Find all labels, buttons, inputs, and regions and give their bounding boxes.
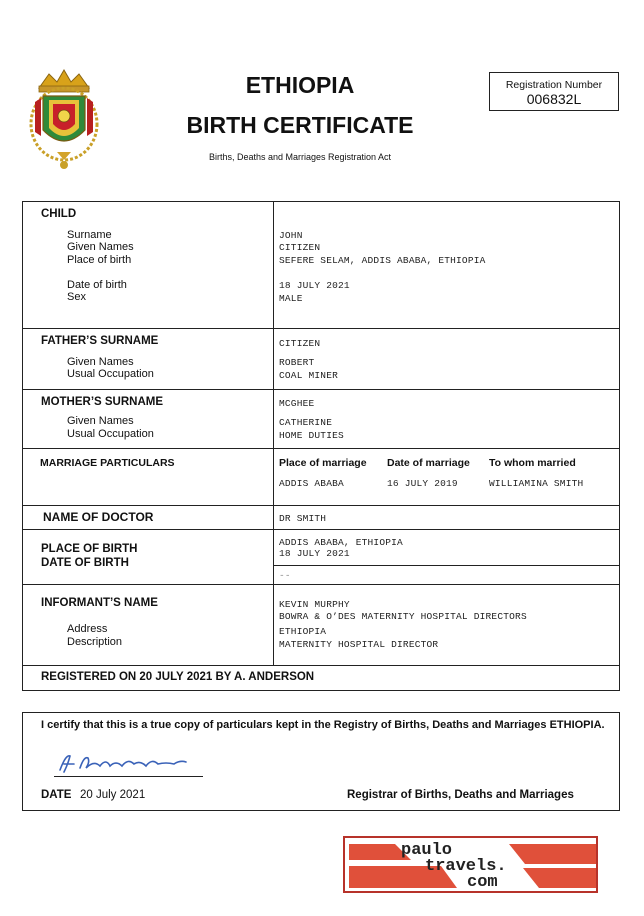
- logo-line-2: travels.: [425, 857, 507, 876]
- place-of-birth-value: ADDIS ABABA, ETHIOPIA: [279, 537, 403, 548]
- informant-section-label: INFORMANT’S NAME: [41, 597, 158, 609]
- logo-line-1: paulo: [401, 841, 453, 860]
- marriage-place-value: ADDIS ABABA: [279, 478, 344, 489]
- row-divider: [22, 584, 620, 585]
- father-occupation-label: Usual Occupation: [67, 368, 154, 380]
- child-date-of-birth-label: Date of birth: [67, 279, 127, 291]
- mother-section-label: MOTHER’S SURNAME: [41, 396, 164, 408]
- registration-act: Births, Deaths and Marriages Registration Act: [208, 152, 392, 162]
- row-divider: [22, 529, 620, 530]
- child-place-of-birth-value: SEFERE SELAM, ADDIS ABABA, ETHIOPIA: [279, 255, 486, 266]
- informant-name-value: KEVIN MURPHY: [279, 599, 350, 610]
- mother-occupation-label: Usual Occupation: [67, 428, 154, 440]
- marriage-whom-label: To whom married: [489, 457, 576, 469]
- informant-address-label: Address: [67, 623, 108, 635]
- marriage-date-value: 16 JULY 2019: [387, 478, 458, 489]
- mother-given-names-label: Given Names: [67, 415, 134, 427]
- coat-of-arms-emblem: [27, 66, 101, 174]
- father-surname-value: CITIZEN: [279, 338, 321, 349]
- child-sex-label: Sex: [67, 291, 86, 303]
- registered-statement: REGISTERED ON 20 JULY 2021 BY A. ANDERSON: [41, 671, 315, 683]
- row-divider: [22, 505, 620, 506]
- row-divider: [22, 389, 620, 390]
- date-of-birth-value: 18 JULY 2021: [279, 548, 350, 559]
- doctor-section-label: NAME OF DOCTOR: [43, 510, 154, 524]
- column-divider: [273, 201, 274, 666]
- row-divider: [273, 565, 620, 566]
- child-surname-value: JOHN: [279, 230, 303, 241]
- marriage-section-label: MARRIAGE PARTICULARS: [40, 457, 175, 469]
- place-of-birth-label: PLACE OF BIRTH: [41, 543, 138, 555]
- informant-address2-value: ETHIOPIA: [279, 626, 327, 637]
- registration-box: [489, 72, 619, 111]
- child-surname-label: Surname: [67, 229, 112, 241]
- child-place-of-birth-label: Place of birth: [67, 254, 132, 266]
- child-given-names-label: Given Names: [67, 241, 134, 253]
- father-section-label: FATHER’S SURNAME: [41, 335, 159, 347]
- registration-number: 006832L: [526, 91, 582, 107]
- row-divider: [22, 448, 620, 449]
- child-section-label: CHILD: [41, 208, 77, 220]
- doctor-value: DR SMITH: [279, 513, 327, 524]
- mother-surname-value: MCGHEE: [279, 398, 315, 409]
- father-occupation-value: COAL MINER: [279, 370, 339, 381]
- signature: [54, 748, 204, 778]
- date-value: 20 July 2021: [80, 789, 146, 801]
- paulo-travels-logo: [343, 836, 598, 893]
- country-title: ETHIOPIA: [245, 72, 355, 98]
- registrar-title: Registrar of Births, Deaths and Marriages: [347, 789, 574, 801]
- father-given-names-value: ROBERT: [279, 357, 315, 368]
- registration-label: Registration Number: [505, 79, 603, 91]
- marriage-whom-value: WILLIAMINA SMITH: [489, 478, 584, 489]
- child-sex-value: MALE: [279, 293, 303, 304]
- signature-icon: [54, 748, 204, 778]
- date-label: DATE: [41, 789, 72, 801]
- marriage-date-label: Date of marriage: [387, 457, 470, 469]
- document-title: BIRTH CERTIFICATE: [186, 112, 414, 138]
- father-given-names-label: Given Names: [67, 356, 134, 368]
- extra-value: --: [279, 570, 291, 581]
- child-given-names-value: CITIZEN: [279, 242, 321, 253]
- date-of-birth-label: DATE OF BIRTH: [41, 557, 129, 569]
- informant-description-label: Description: [67, 636, 123, 648]
- row-divider: [22, 665, 620, 666]
- certification-text: I certify that this is a true copy of particulars kept in the Registry of Births, Deaths and Marriages ETHIOPIA.: [41, 719, 605, 731]
- row-divider: [22, 328, 620, 329]
- signature-line: [54, 776, 203, 777]
- informant-address1-value: BOWRA & O’DES MATERNITY HOSPITAL DIRECTORS: [279, 611, 527, 622]
- logo-line-3: com: [467, 873, 498, 892]
- mother-occupation-value: HOME DUTIES: [279, 430, 344, 441]
- child-date-of-birth-value: 18 JULY 2021: [279, 280, 350, 291]
- ethiopian-coat-of-arms-icon: [27, 66, 101, 174]
- informant-description-value: MATERNITY HOSPITAL DIRECTOR: [279, 639, 439, 650]
- marriage-place-label: Place of marriage: [279, 457, 367, 469]
- mother-given-names-value: CATHERINE: [279, 417, 333, 428]
